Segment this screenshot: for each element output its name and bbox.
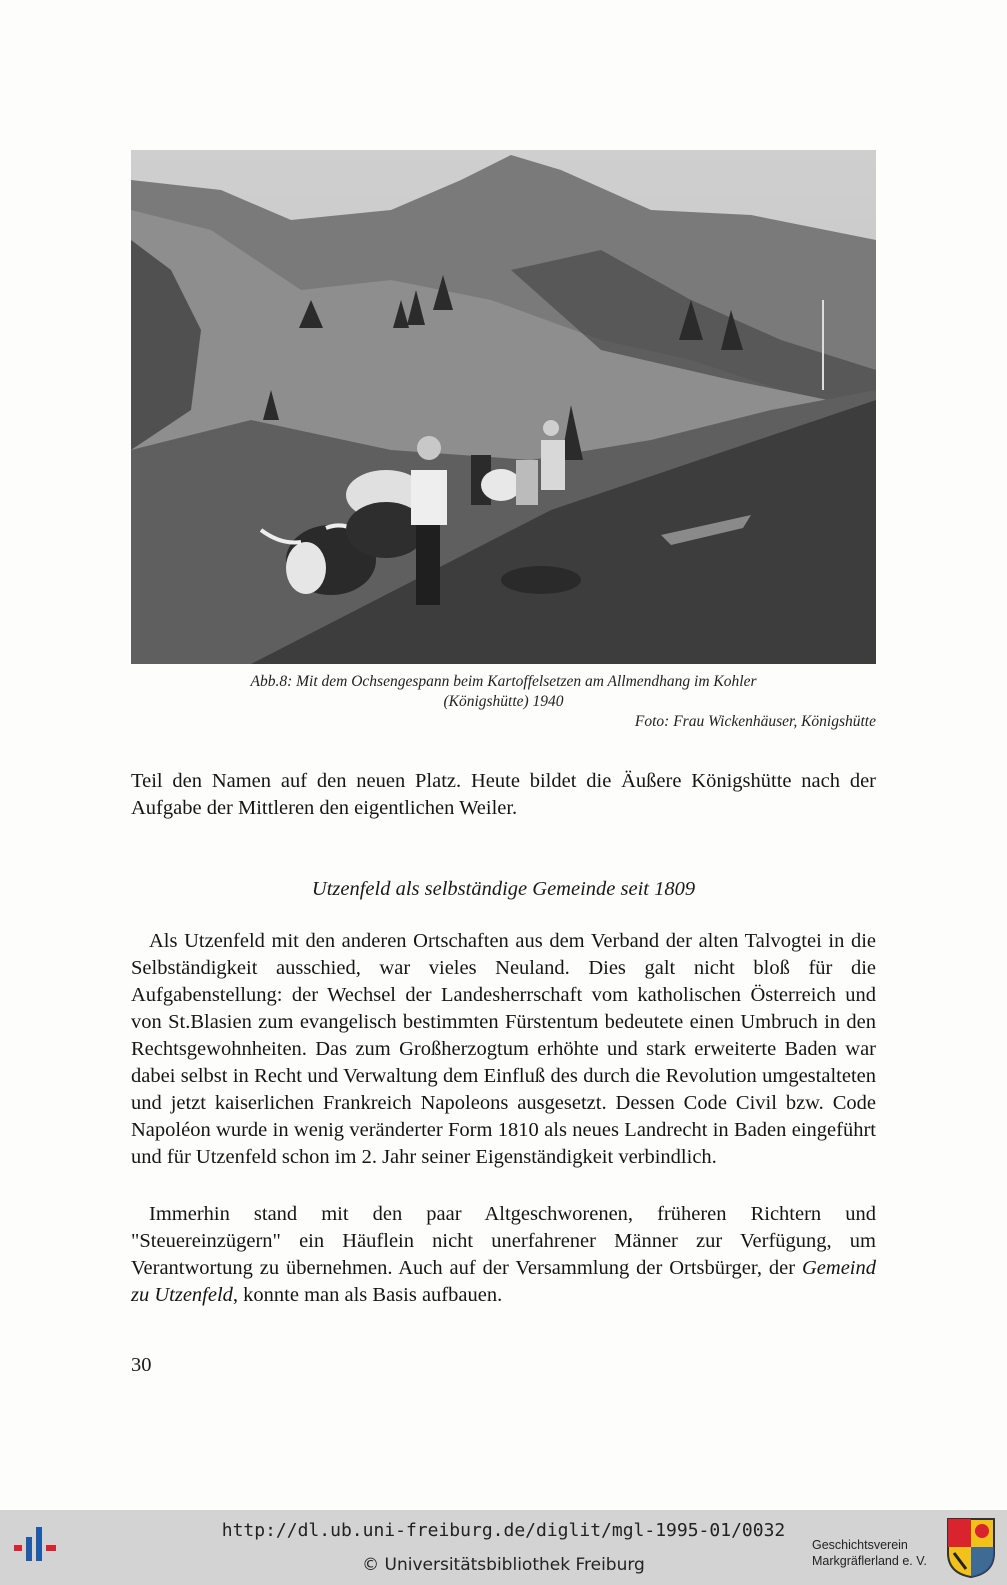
historical-photo [131, 150, 876, 664]
page-number: 30 [131, 1354, 152, 1376]
paragraph-3-text-end: , konnte man als Basis aufbauen. [232, 1284, 503, 1306]
photo-caption [131, 672, 876, 712]
society-name-line-2: Markgräflerland e. V. [812, 1554, 927, 1568]
society-name [812, 1537, 927, 1569]
photo-credit: Foto: Frau Wickenhäuser, Königshütte [634, 713, 876, 730]
caption-line-1: Abb.8: Mit dem Ochsengespann beim Kartoffelsetzen am Allmendhang im Kohler [250, 673, 757, 690]
photo-hillside-ox-team-image [131, 150, 876, 664]
permalink-url[interactable]: http://dl.ub.uni-freiburg.de/diglit/mgl-1995-01/0032 [221, 1520, 786, 1541]
coat-of-arms-icon [946, 1517, 996, 1579]
paragraph-3-italic: Gemeind zu Utzenfeld [131, 1257, 876, 1306]
section-heading: Utzenfeld als selbständige Gemeinde seit 1809 [311, 878, 696, 900]
paragraph-3-text-start: Immerhin stand mit den paar Altgeschworenen, früheren Richtern und "Steuereinzügern" ein Häuflein nicht unerfahrener Männer zur Verfügung, um Verantwortung zu übernehmen. Auch auf der Versammlung der Ortsbürger, der [131, 1203, 876, 1279]
body-paragraph-2: Als Utzenfeld mit den anderen Ortschaften aus dem Verband der alten Talvogtei in die Selbständigkeit ausschied, war vieles Neuland. Dies galt nicht bloß für die Aufgabenstellung: der Wechsel der Landesherrschaft vom katholischen Österreich und von St.Blasien zum evangelisch bestimmten Fürstentum bedeutete einen Umbruch in den Rechtsgewohnheiten. Das zum Großherzogtum erhöhte und stark erweiterte Baden war dabei selbst in Recht und Verwaltung dem Einfluß des durch die Revolution umgestalteten und jetzt kaiserlichen Frankreich Napoleons ausgesetzt. Dessen Code Civil bzw. Code Napoléon wurde in wenig veränderter Form 1810 als neues Landrecht in Baden eingeführt und für Utzenfeld schon im 2. Jahr seiner Eigenständigkeit verbindlich. [131, 930, 876, 1168]
society-name-line-1: Geschichtsverein [812, 1538, 908, 1552]
body-paragraph-3 [131, 1201, 876, 1309]
caption-line-2: (Königshütte) 1940 [443, 693, 564, 710]
body-paragraph-1: Teil den Namen auf den neuen Platz. Heute bildet die Äußere Königshütte nach der Aufgabe der Mittleren den eigentlichen Weiler. [131, 770, 876, 819]
copyright-notice: © Universitätsbibliothek Freiburg [362, 1555, 645, 1575]
